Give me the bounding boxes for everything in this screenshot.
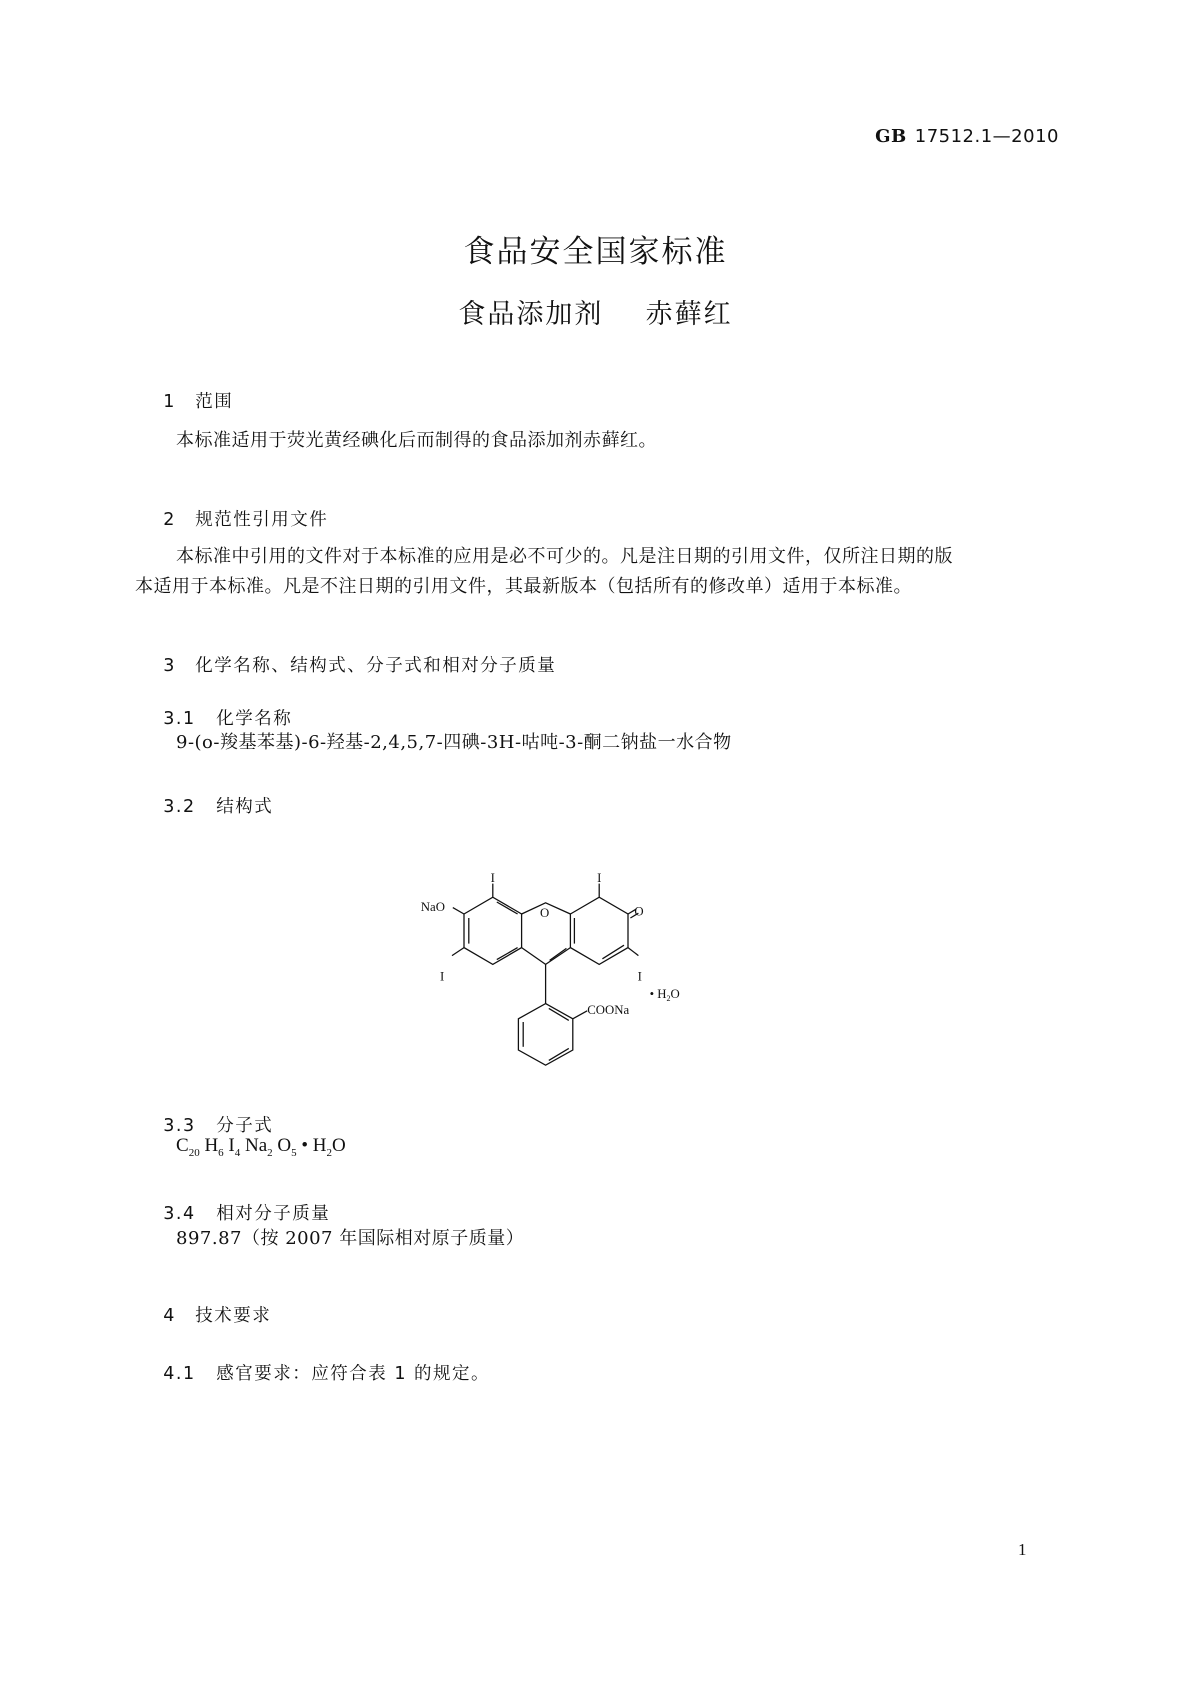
standard-code (875, 126, 1059, 147)
formula-subscript: 2 (326, 1146, 333, 1159)
hydrate-oxygen: O (670, 987, 680, 1001)
formula-subscript: 6 (218, 1146, 224, 1159)
section-heading-4-1 (135, 1340, 490, 1405)
right-ring (570, 897, 628, 964)
section-heading-1 (135, 368, 233, 433)
left-ring (464, 897, 522, 964)
formula-element: H (204, 1135, 219, 1156)
formula-element: O (332, 1135, 346, 1156)
section-title: 相对分子质量 (216, 1204, 331, 1224)
formula-subscript: 5 (291, 1146, 297, 1159)
iodine-label: I (440, 969, 445, 984)
formula-element: I (228, 1135, 235, 1156)
section-number: 4.1 (163, 1364, 196, 1384)
central-ring-bond (522, 948, 546, 965)
section-number: 1 (163, 392, 176, 412)
iodine-label: I (490, 871, 495, 885)
iodine-bond (628, 948, 638, 956)
section-title: 感官要求：应符合表 1 的规定。 (216, 1364, 491, 1384)
formula-element: O (277, 1135, 292, 1156)
section-number: 3.1 (163, 709, 196, 729)
page-number: 1 (1018, 1540, 1027, 1559)
hydrate-subscript: 2 (666, 994, 671, 1004)
document-subtitle: 食品添加剂 赤藓红 (458, 299, 733, 330)
hydrate-label (650, 987, 680, 1003)
formula-subscript: 20 (188, 1146, 200, 1159)
section-1-body: 本标准适用于荧光黄经碘化后而制得的食品添加剂赤藓红。 (176, 430, 657, 451)
central-ring-bond (546, 948, 571, 965)
molecular-formula (176, 1135, 346, 1159)
coona-bond (573, 1011, 587, 1019)
section-title: 范围 (195, 392, 234, 412)
section-title: 技术要求 (195, 1306, 272, 1326)
iodine-label: I (597, 871, 602, 885)
section-2-body-line-2: 本适用于本标准。凡是不注日期的引用文件，其最新版本（包括所有的修改单）适用于本标准。 (135, 576, 912, 597)
keto-oxygen-label: O (634, 904, 644, 919)
section-title: 分子式 (216, 1116, 274, 1136)
iodine-label: I (637, 969, 642, 984)
formula-element: Na (245, 1135, 268, 1156)
section-number: 3.2 (163, 797, 196, 817)
section-title: 化学名称 (216, 709, 293, 729)
central-ring-double-bond (550, 948, 567, 960)
benzoate-ring (518, 1004, 572, 1066)
section-number: 2 (163, 510, 176, 530)
standard-number: 17512.1—2010 (914, 126, 1059, 147)
chemical-name: 9-(o-羧基苯基)-6-羟基-2,4,5,7-四碘-3H-咕吨-3-酮二钠盐一水合物 (176, 732, 732, 753)
formula-subscript: 4 (234, 1146, 241, 1159)
coona-label: COONa (587, 1003, 630, 1017)
section-title: 化学名称、结构式、分子式和相对分子质量 (195, 656, 557, 676)
section-number: 3 (163, 656, 176, 676)
section-number: 3.3 (163, 1116, 196, 1136)
nao-label: NaO (420, 899, 445, 914)
formula-hydrate: • H (301, 1135, 327, 1156)
nao-bond (453, 908, 464, 914)
section-title: 结构式 (216, 797, 274, 817)
section-title: 规范性引用文件 (195, 510, 329, 530)
formula-element: C (176, 1135, 189, 1156)
iodine-bond (452, 948, 464, 956)
section-number: 3.4 (163, 1204, 196, 1224)
section-2-body-line-1: 本标准中引用的文件对于本标准的应用是必不可少的。凡是注日期的引用文件，仅所注日期的版 (176, 546, 953, 567)
ring-oxygen-label: O (540, 906, 550, 921)
section-number: 4 (163, 1306, 176, 1326)
document-title: 食品安全国家标准 (463, 234, 728, 270)
left-ring-double-bond (497, 902, 518, 914)
standard-prefix: GB (875, 126, 907, 147)
section-heading-3-2 (135, 773, 273, 838)
left-ring-double-bond (497, 948, 518, 960)
structural-formula (380, 870, 740, 1070)
molecular-mass: 897.87（按 2007 年国际相对原子质量） (176, 1228, 525, 1249)
formula-subscript: 2 (267, 1146, 273, 1159)
hydrate-dot-h: • H (649, 987, 667, 1001)
section-heading-4 (135, 1282, 271, 1347)
